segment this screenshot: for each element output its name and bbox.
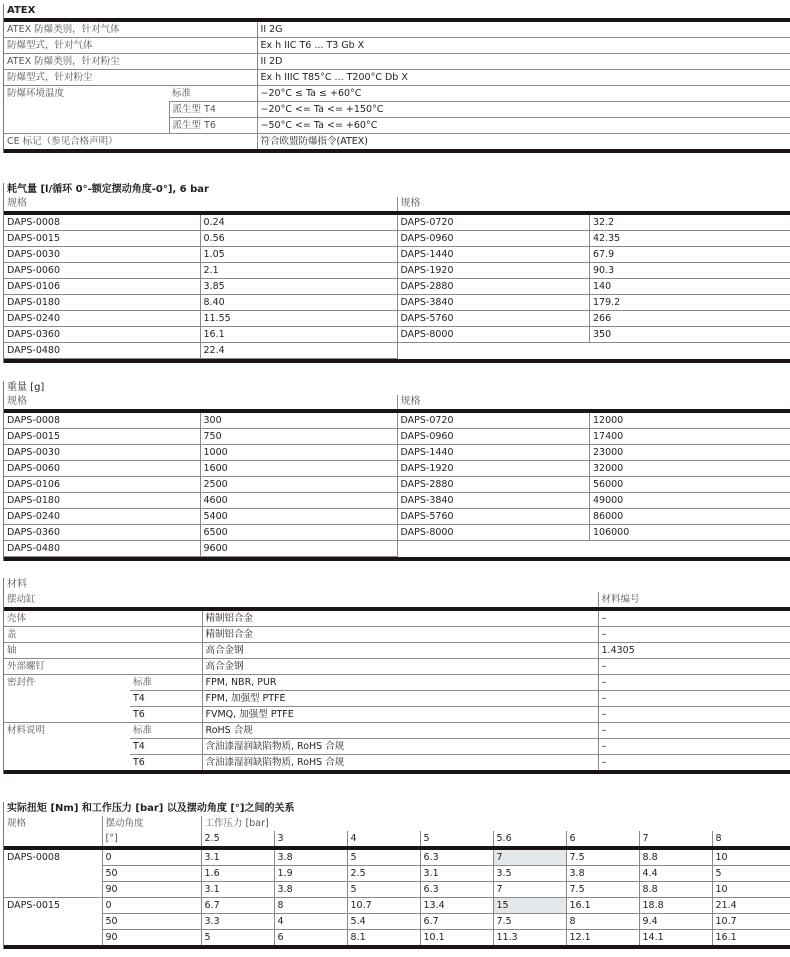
material-variant: T4 xyxy=(130,691,202,707)
air-right-size: DAPS-2880 xyxy=(398,279,590,295)
torque-value: 13.4 xyxy=(420,898,493,914)
atex-row xyxy=(4,86,790,102)
torque-value: 10 xyxy=(712,882,790,898)
torque-angle-unit: [°] xyxy=(102,831,201,848)
air-right-value: 42.35 xyxy=(590,231,790,247)
atex-value: −20°C ≤ Ta ≤ +60°C xyxy=(257,86,790,102)
torque-size: DAPS-0015 xyxy=(7,900,61,911)
air-left-size: DAPS-0015 xyxy=(4,231,200,247)
air-right-row xyxy=(398,215,790,231)
air-left-row xyxy=(4,327,397,343)
weight-right-size: DAPS-8000 xyxy=(398,525,590,541)
air-left-row xyxy=(4,215,397,231)
weight-left-size: DAPS-0240 xyxy=(4,509,200,525)
weight-left-row xyxy=(4,477,397,493)
air-right-row xyxy=(398,327,790,343)
torque-value: 7 xyxy=(493,882,566,898)
torque-section xyxy=(3,802,790,949)
air-right-size: DAPS-8000 xyxy=(398,327,590,343)
atex-sublabel: 标准 xyxy=(169,86,257,102)
material-name: FPM, 加强型 PTFE xyxy=(202,691,598,707)
torque-value: 5.4 xyxy=(347,914,420,930)
torque-pressure-value: 2.5 xyxy=(201,831,274,848)
torque-value: 8 xyxy=(566,914,639,930)
torque-value: 1.9 xyxy=(274,866,347,882)
torque-value: 9.4 xyxy=(639,914,712,930)
material-number: – xyxy=(598,675,790,691)
air-right-size: DAPS-1920 xyxy=(398,263,590,279)
weight-right-value: 56000 xyxy=(590,477,790,493)
weight-left-row xyxy=(4,541,397,557)
weight-right-value: 49000 xyxy=(590,493,790,509)
torque-value: 5 xyxy=(347,882,420,898)
atex-row xyxy=(4,38,790,54)
torque-value: 3.1 xyxy=(201,882,274,898)
material-number: – xyxy=(598,707,790,723)
materials-header xyxy=(4,592,790,607)
torque-value: 8.8 xyxy=(639,848,712,866)
air-right-row xyxy=(398,295,790,311)
weight-left-row xyxy=(4,525,397,541)
air-right-table xyxy=(398,215,790,358)
atex-value: −20°C <= Ta <= +150°C xyxy=(257,102,790,118)
torque-pressure-value: 8 xyxy=(712,831,790,848)
weight-right-size: DAPS-0960 xyxy=(398,429,590,445)
weight-right-row xyxy=(398,429,790,445)
air-right-row xyxy=(398,311,790,327)
torque-row xyxy=(4,914,790,930)
material-part: 密封件 xyxy=(7,677,36,688)
torque-value: 7.5 xyxy=(566,848,639,866)
material-variant: 标准 xyxy=(130,675,202,691)
materials-table xyxy=(4,607,790,774)
air-right-value: 350 xyxy=(590,327,790,343)
material-part: 材料说明 xyxy=(7,725,46,736)
torque-pressure-value: 3 xyxy=(274,831,347,848)
materials-subtitle: 摆动缸 xyxy=(7,594,36,605)
weight-left-value: 6500 xyxy=(200,525,397,541)
weight-left-size: DAPS-0180 xyxy=(4,493,200,509)
materials-row xyxy=(4,643,790,659)
materials-number-header: 材料编号 xyxy=(598,592,790,607)
material-part xyxy=(4,755,130,773)
weight-right-value: 86000 xyxy=(590,509,790,525)
torque-value: 5 xyxy=(712,866,790,882)
weight-left-row xyxy=(4,509,397,525)
torque-row xyxy=(4,866,790,882)
weight-right-row xyxy=(398,477,790,493)
air-left-value: 16.1 xyxy=(200,327,397,343)
air-right-header: 规格 xyxy=(400,198,421,209)
air-left-row xyxy=(4,247,397,263)
air-right-size: DAPS-5760 xyxy=(398,311,590,327)
torque-angle: 50 xyxy=(102,866,201,882)
torque-value: 6.3 xyxy=(420,882,493,898)
weight-left-value: 5400 xyxy=(200,509,397,525)
weight-left-value: 1000 xyxy=(200,445,397,461)
air-left-value: 0.24 xyxy=(200,215,397,231)
material-name: FPM, NBR, PUR xyxy=(202,675,598,691)
torque-value: 3.1 xyxy=(201,848,274,866)
weight-right-row xyxy=(398,541,790,557)
weight-left-header: 规格 xyxy=(7,396,27,407)
atex-value: 符合欧盟防爆指令(ATEX) xyxy=(257,134,790,152)
material-part xyxy=(4,691,130,707)
material-number: – xyxy=(598,739,790,755)
material-variant: T4 xyxy=(130,739,202,755)
air-left-value: 1.05 xyxy=(200,247,397,263)
atex-label: ATEX 防爆类别，针对气体 xyxy=(4,20,257,38)
material-part xyxy=(4,707,130,723)
atex-table xyxy=(4,18,790,153)
weight-left-value: 4600 xyxy=(200,493,397,509)
torque-value: 2.5 xyxy=(347,866,420,882)
air-consumption-section xyxy=(3,183,790,363)
air-right-row xyxy=(398,263,790,279)
torque-value: 11.3 xyxy=(493,930,566,948)
materials-row xyxy=(4,723,790,739)
torque-row xyxy=(4,930,790,948)
materials-row xyxy=(4,609,790,627)
material-name: 精制铝合金 xyxy=(202,609,598,627)
weight-right-size: DAPS-2880 xyxy=(398,477,590,493)
air-left-row xyxy=(4,263,397,279)
weight-right-empty xyxy=(398,541,790,557)
air-left-size: DAPS-0240 xyxy=(4,311,200,327)
material-name: 高合金钢 xyxy=(202,659,598,675)
air-left-size: DAPS-0360 xyxy=(4,327,200,343)
weight-right-value: 32000 xyxy=(590,461,790,477)
torque-pressure-value: 4 xyxy=(347,831,420,848)
material-number: – xyxy=(598,723,790,739)
weight-left-value: 750 xyxy=(200,429,397,445)
weight-left-size: DAPS-0030 xyxy=(4,445,200,461)
atex-label: 防爆型式，针对粉尘 xyxy=(4,70,257,86)
torque-angle: 90 xyxy=(102,930,201,948)
material-name: 含油漆湿润缺陷物质, RoHS 合规 xyxy=(202,739,598,755)
air-right-value: 32.2 xyxy=(590,215,790,231)
air-right-size: DAPS-1440 xyxy=(398,247,590,263)
materials-title: 材料 xyxy=(7,579,27,590)
air-left-value: 2.1 xyxy=(200,263,397,279)
torque-pressure-value: 6 xyxy=(566,831,639,848)
torque-size-blank xyxy=(4,831,102,848)
air-right-value: 179.2 xyxy=(590,295,790,311)
torque-angle-header: 摆动角度 xyxy=(102,816,201,831)
materials-row xyxy=(4,707,790,723)
material-name: 含油漆湿润缺陷物质, RoHS 合规 xyxy=(202,755,598,773)
atex-row xyxy=(4,20,790,38)
air-right-value: 67.9 xyxy=(590,247,790,263)
weight-left-size: DAPS-0106 xyxy=(4,477,200,493)
weight-left-size: DAPS-0360 xyxy=(4,525,200,541)
torque-table xyxy=(4,816,790,949)
materials-row xyxy=(4,675,790,691)
air-left-value: 22.4 xyxy=(200,343,397,359)
material-variant: T6 xyxy=(130,755,202,773)
air-left-value: 0.56 xyxy=(200,231,397,247)
air-consumption-title: 耗气量 [l/循环 0°-额定摆动角度-0°], 6 bar xyxy=(7,184,209,195)
air-left-size: DAPS-0008 xyxy=(4,215,200,231)
air-left-row xyxy=(4,311,397,327)
air-right-row xyxy=(398,247,790,263)
torque-value: 3.8 xyxy=(566,866,639,882)
materials-row xyxy=(4,627,790,643)
torque-value: 3.8 xyxy=(274,848,347,866)
torque-size xyxy=(4,930,102,948)
weight-right-size: DAPS-0720 xyxy=(398,413,590,429)
atex-row xyxy=(4,54,790,70)
atex-value: Ex h IIC T6 ... T3 Gb X xyxy=(257,38,790,54)
weight-right-size: DAPS-1440 xyxy=(398,445,590,461)
torque-value: 6.7 xyxy=(201,898,274,914)
torque-pressure-value: 5 xyxy=(420,831,493,848)
atex-value: II 2G xyxy=(257,20,790,38)
torque-value: 8 xyxy=(274,898,347,914)
atex-sublabel: 派生型 T6 xyxy=(169,118,257,134)
torque-value: 1.6 xyxy=(201,866,274,882)
atex-label xyxy=(4,102,169,118)
weight-right-row xyxy=(398,493,790,509)
air-left-value: 8.40 xyxy=(200,295,397,311)
weight-right-row xyxy=(398,413,790,429)
torque-size: DAPS-0008 xyxy=(7,852,61,863)
air-left-header: 规格 xyxy=(7,198,27,209)
materials-row xyxy=(4,755,790,773)
air-left-size: DAPS-0106 xyxy=(4,279,200,295)
weight-left-size: DAPS-0015 xyxy=(4,429,200,445)
torque-value: 6 xyxy=(274,930,347,948)
atex-row xyxy=(4,134,790,152)
weight-right-row xyxy=(398,525,790,541)
torque-value: 3.1 xyxy=(420,866,493,882)
torque-row xyxy=(4,898,790,914)
weight-left-row xyxy=(4,445,397,461)
torque-angle: 0 xyxy=(102,848,201,866)
air-right-row xyxy=(398,279,790,295)
air-right-size: DAPS-0960 xyxy=(398,231,590,247)
atex-value: II 2D xyxy=(257,54,790,70)
weight-left-value: 1600 xyxy=(200,461,397,477)
weight-title: 重量 [g] xyxy=(7,382,45,393)
weight-left-size: DAPS-0480 xyxy=(4,541,200,557)
materials-row xyxy=(4,739,790,755)
torque-size xyxy=(4,866,102,882)
torque-pressure-value: 5.6 xyxy=(493,831,566,848)
torque-size xyxy=(4,914,102,930)
weight-left-size: DAPS-0008 xyxy=(4,413,200,429)
torque-value: 16.1 xyxy=(566,898,639,914)
weight-section xyxy=(3,381,790,561)
weight-left-row xyxy=(4,461,397,477)
atex-sublabel: 派生型 T4 xyxy=(169,102,257,118)
air-left-size: DAPS-0030 xyxy=(4,247,200,263)
atex-title: ATEX xyxy=(7,5,36,16)
air-right-value: 90.3 xyxy=(590,263,790,279)
torque-value: 8.8 xyxy=(639,882,712,898)
atex-section xyxy=(3,4,790,153)
air-left-row xyxy=(4,343,397,359)
weight-left-value: 2500 xyxy=(200,477,397,493)
air-right-row xyxy=(398,231,790,247)
weight-right-size: DAPS-3840 xyxy=(398,493,590,509)
torque-value: 6.7 xyxy=(420,914,493,930)
air-right-value: 140 xyxy=(590,279,790,295)
torque-value: 8.1 xyxy=(347,930,420,948)
weight-right-row xyxy=(398,509,790,525)
torque-row xyxy=(4,848,790,866)
material-name: 高合金钢 xyxy=(202,643,598,659)
torque-angle: 0 xyxy=(102,898,201,914)
air-right-size: DAPS-0720 xyxy=(398,215,590,231)
weight-right-value: 17400 xyxy=(590,429,790,445)
torque-value: 18.8 xyxy=(639,898,712,914)
torque-value: 10.7 xyxy=(347,898,420,914)
material-part: 轴 xyxy=(4,643,202,659)
atex-label xyxy=(4,118,169,134)
torque-value: 3.3 xyxy=(201,914,274,930)
torque-value: 7 xyxy=(493,848,566,866)
weight-right-header: 规格 xyxy=(400,396,421,407)
atex-label: 防爆型式，针对气体 xyxy=(4,38,257,54)
material-variant: T6 xyxy=(130,707,202,723)
weight-left-row xyxy=(4,493,397,509)
air-left-row xyxy=(4,279,397,295)
materials-row xyxy=(4,691,790,707)
atex-row xyxy=(4,118,790,134)
air-right-size: DAPS-3840 xyxy=(398,295,590,311)
material-part xyxy=(4,739,130,755)
weight-left-table xyxy=(4,413,397,557)
material-number: – xyxy=(598,691,790,707)
weight-right-table xyxy=(398,413,790,556)
torque-value: 3.5 xyxy=(493,866,566,882)
material-name: RoHS 合规 xyxy=(202,723,598,739)
air-left-table xyxy=(4,215,397,359)
materials-section xyxy=(3,578,790,774)
material-number: – xyxy=(598,609,790,627)
air-left-value: 3.85 xyxy=(200,279,397,295)
material-number: – xyxy=(598,659,790,675)
air-left-size: DAPS-0060 xyxy=(4,263,200,279)
air-left-size: DAPS-0480 xyxy=(4,343,200,359)
weight-left-value: 9600 xyxy=(200,541,397,557)
atex-row xyxy=(4,70,790,86)
torque-angle: 90 xyxy=(102,882,201,898)
torque-value: 10.7 xyxy=(712,914,790,930)
air-left-value: 11.55 xyxy=(200,311,397,327)
torque-value: 14.1 xyxy=(639,930,712,948)
torque-value: 5 xyxy=(201,930,274,948)
atex-label: CE 标记（参见合格声明） xyxy=(4,134,257,152)
torque-title: 实际扭矩 [Nm] 和工作压力 [bar] 以及摆动角度 [°]之间的关系 xyxy=(7,803,295,814)
torque-value: 16.1 xyxy=(712,930,790,948)
weight-right-value: 106000 xyxy=(590,525,790,541)
torque-value: 10 xyxy=(712,848,790,866)
air-right-empty xyxy=(398,343,790,359)
weight-right-value: 23000 xyxy=(590,445,790,461)
atex-value: −50°C <= Ta <= +60°C xyxy=(257,118,790,134)
torque-value: 4.4 xyxy=(639,866,712,882)
material-name: FVMQ, 加强型 PTFE xyxy=(202,707,598,723)
materials-row xyxy=(4,659,790,675)
material-number: – xyxy=(598,755,790,773)
atex-label: 防爆环境温度 xyxy=(7,88,65,99)
air-left-row xyxy=(4,231,397,247)
material-number: – xyxy=(598,627,790,643)
atex-row xyxy=(4,102,790,118)
weight-left-row xyxy=(4,429,397,445)
torque-pressure-header: 工作压力 [bar] xyxy=(201,816,790,831)
torque-value: 12.1 xyxy=(566,930,639,948)
weight-left-size: DAPS-0060 xyxy=(4,461,200,477)
atex-label: ATEX 防爆类别，针对粉尘 xyxy=(4,54,257,70)
torque-angle: 50 xyxy=(102,914,201,930)
torque-value: 3.8 xyxy=(274,882,347,898)
material-part: 壳体 xyxy=(4,609,202,627)
torque-value: 10.1 xyxy=(420,930,493,948)
torque-size xyxy=(4,882,102,898)
weight-right-size: DAPS-1920 xyxy=(398,461,590,477)
torque-value: 5 xyxy=(347,848,420,866)
material-part: 盖 xyxy=(4,627,202,643)
air-left-size: DAPS-0180 xyxy=(4,295,200,311)
air-right-value: 266 xyxy=(590,311,790,327)
material-part: 外部螺钉 xyxy=(4,659,202,675)
air-right-row xyxy=(398,343,790,359)
torque-size-header: 规格 xyxy=(7,818,27,829)
torque-value: 4 xyxy=(274,914,347,930)
torque-value: 7.5 xyxy=(566,882,639,898)
weight-left-value: 300 xyxy=(200,413,397,429)
material-name: 精制铝合金 xyxy=(202,627,598,643)
material-number: 1.4305 xyxy=(598,643,790,659)
torque-value: 15 xyxy=(493,898,566,914)
torque-value: 21.4 xyxy=(712,898,790,914)
weight-right-value: 12000 xyxy=(590,413,790,429)
weight-left-row xyxy=(4,413,397,429)
torque-row xyxy=(4,882,790,898)
air-left-row xyxy=(4,295,397,311)
torque-value: 7.5 xyxy=(493,914,566,930)
torque-value: 6.3 xyxy=(420,848,493,866)
weight-right-row xyxy=(398,445,790,461)
weight-right-row xyxy=(398,461,790,477)
atex-value: Ex h IIIC T85°C ... T200°C Db X xyxy=(257,70,790,86)
weight-right-size: DAPS-5760 xyxy=(398,509,590,525)
material-variant: 标准 xyxy=(130,723,202,739)
torque-pressure-value: 7 xyxy=(639,831,712,848)
